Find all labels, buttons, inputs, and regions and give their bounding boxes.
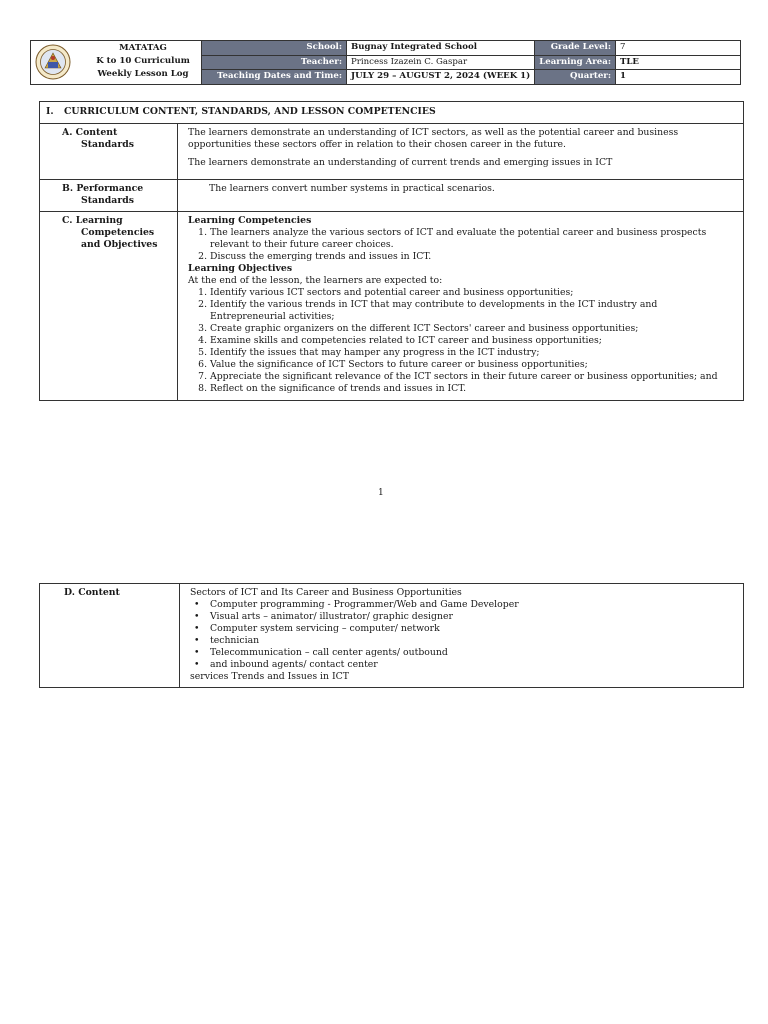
section-title: CURRICULUM CONTENT, STANDARDS, AND LESSON COMPETENCIES [64,106,436,117]
list-item: 1. Identify various ICT sectors and potential career and business opportunities; [210,287,734,299]
curriculum-subtitle: K to 10 Curriculum [96,56,190,66]
dates-label: Teaching Dates and Time: [202,70,347,85]
performance-standards-label [40,180,178,212]
quarter-label: Quarter: [535,70,616,85]
header-table [30,40,741,85]
competencies-label-line2: Competencies [81,227,155,238]
list-item: • technician [210,635,734,647]
content-trailer: services Trends and Issues in ICT [190,671,349,682]
quarter-value: 1 [616,70,741,85]
list-item: • Computer programming - Programmer/Web and Game Developer [210,599,734,611]
content-table [39,583,744,688]
list-item: 3. Create graphic organizers on the different ICT Sectors' career and business opportunities; [210,323,734,335]
list-item: • Telecommunication – call center agents/ outbound [210,647,734,659]
content-standards-label [40,124,178,180]
header-titles [83,42,203,81]
content-standards-label-line2: Standards [81,139,134,150]
grade-label: Grade Level: [535,41,616,56]
deped-seal-icon [35,44,71,80]
competencies-label-line3: and Objectives [81,239,158,250]
area-value: TLE [616,55,741,70]
performance-standards-label-line2: Standards [81,195,134,206]
curriculum-table [39,101,744,401]
school-label: School: [202,41,347,56]
learning-competencies-list [188,227,734,263]
learning-competencies-heading: Learning Competencies [188,215,312,226]
learning-objectives-intro: At the end of the lesson, the learners are expected to: [188,275,443,286]
content-text [180,584,744,688]
section-numeral: I. [46,106,54,117]
list-item: 4. Examine skills and competencies related to ICT career and business opportunities; [210,335,734,347]
list-item: 1. The learners analyze the various sectors of ICT and evaluate the potential career and business prospects relevant to their future career choices. [210,227,734,251]
list-item: 2. Discuss the emerging trends and issues in ICT. [210,251,734,263]
performance-standards-label-line1: B. Performance [62,183,144,194]
content-label: D. Content [40,584,180,688]
teacher-label: Teacher: [202,55,347,70]
content-standard-1: The learners demonstrate an understanding of ICT sectors, as well as the potential career and business opportunities these sectors offer in relation to their chosen career in the future. [188,127,679,150]
content-bullets [190,599,734,671]
page-number: 1 [378,488,384,498]
competencies-label-line1: C. Learning [62,215,123,226]
learning-objectives-list [188,287,734,395]
teacher-value: Princess Izazein C. Gaspar [347,55,535,70]
list-item: 8. Reflect on the significance of trends and issues in ICT. [210,383,734,395]
list-item: 2. Identify the various trends in ICT that may contribute to developments in the ICT industry and Entrepreneurial activities; [210,299,734,323]
competencies-text [178,212,744,401]
performance-standards-text: The learners convert number systems in practical scenarios. [178,180,744,212]
header-logo-cell [31,41,202,85]
area-label: Learning Area: [535,55,616,70]
list-item: • Visual arts – animator/ illustrator/ graphic designer [210,611,734,623]
list-item: 7. Appreciate the significant relevance of the ICT sectors in their future career or business opportunities; and [210,371,734,383]
list-item: 6. Value the significance of ICT Sectors to future career or business opportunities; [210,359,734,371]
content-standards-label-line1: A. Content [62,127,118,138]
learning-objectives-heading: Learning Objectives [188,263,293,274]
dates-value: JULY 29 – AUGUST 2, 2024 (WEEK 1) [347,70,535,85]
list-item: • Computer system servicing – computer/ network [210,623,734,635]
grade-value: 7 [616,41,741,56]
list-item: 5. Identify the issues that may hamper any progress in the ICT industry; [210,347,734,359]
section-heading [40,102,744,124]
document-title: Weekly Lesson Log [97,69,189,79]
curriculum-title: MATATAG [119,43,167,53]
school-value: Bugnay Integrated School [347,41,535,56]
competencies-label [40,212,178,401]
content-heading: Sectors of ICT and Its Career and Business Opportunities [190,587,462,598]
content-standard-2: The learners demonstrate an understanding of current trends and emerging issues in ICT [188,157,613,168]
list-item: • and inbound agents/ contact center [210,659,734,671]
content-standards-text [178,124,744,180]
